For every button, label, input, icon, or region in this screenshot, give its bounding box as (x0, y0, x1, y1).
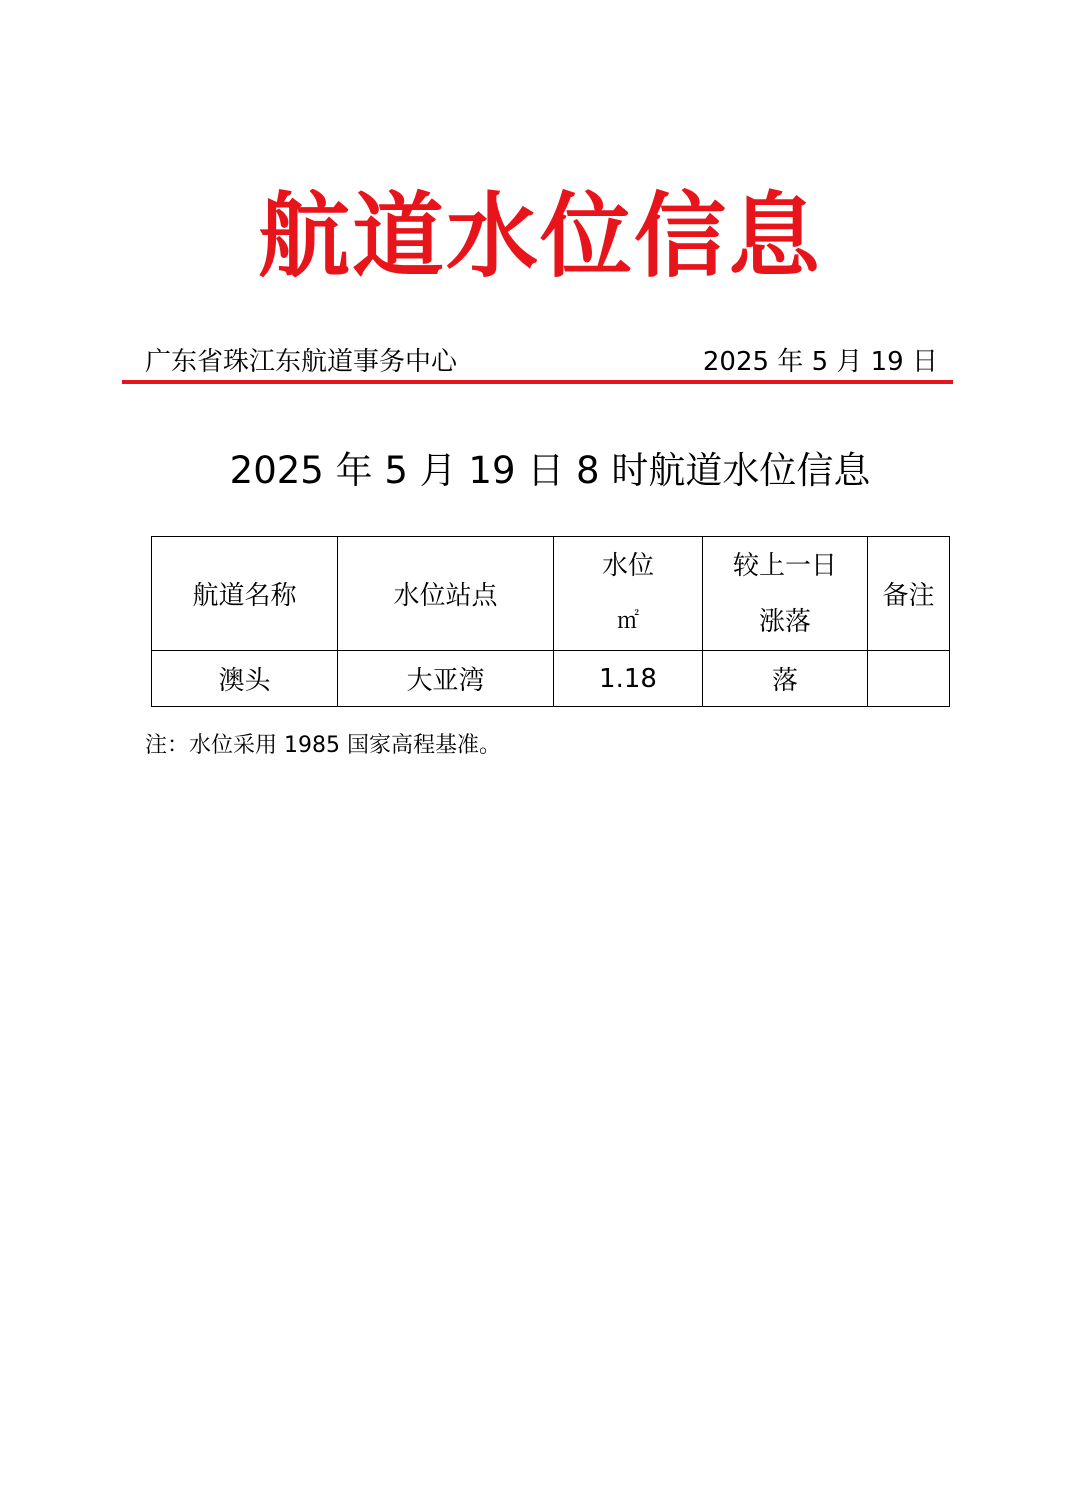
cell-water-level: 1.18 (554, 651, 703, 707)
table-row (152, 651, 950, 707)
table-header-row (152, 537, 950, 651)
header-water-level-label: 水位 (601, 550, 654, 581)
header-water-level (554, 537, 703, 651)
header-divider (122, 380, 953, 384)
header-daily-change (703, 537, 868, 651)
header-water-level-unit: ㎡ (616, 608, 639, 634)
cell-station: 大亚湾 (338, 651, 554, 707)
document-title: 航道水位信息 (257, 183, 822, 290)
header-remarks: 备注 (868, 537, 950, 651)
footnote: 注：水位采用 1985 国家高程基准。 (145, 733, 501, 758)
cell-remarks (868, 651, 950, 707)
water-level-table (151, 536, 950, 707)
cell-channel-name: 澳头 (152, 651, 338, 707)
issue-date: 2025 年 5 月 19 日 (702, 347, 938, 377)
issuer-name: 广东省珠江东航道事务中心 (145, 347, 458, 377)
cell-daily-change: 落 (703, 651, 868, 707)
header-daily-change-line2: 涨落 (758, 606, 811, 637)
header-channel-name: 航道名称 (152, 537, 338, 651)
report-title: 2025 年 5 月 19 日 8 时航道水位信息 (229, 449, 871, 492)
header-station: 水位站点 (338, 537, 554, 651)
header-daily-change-line1: 较上一日 (732, 550, 837, 581)
